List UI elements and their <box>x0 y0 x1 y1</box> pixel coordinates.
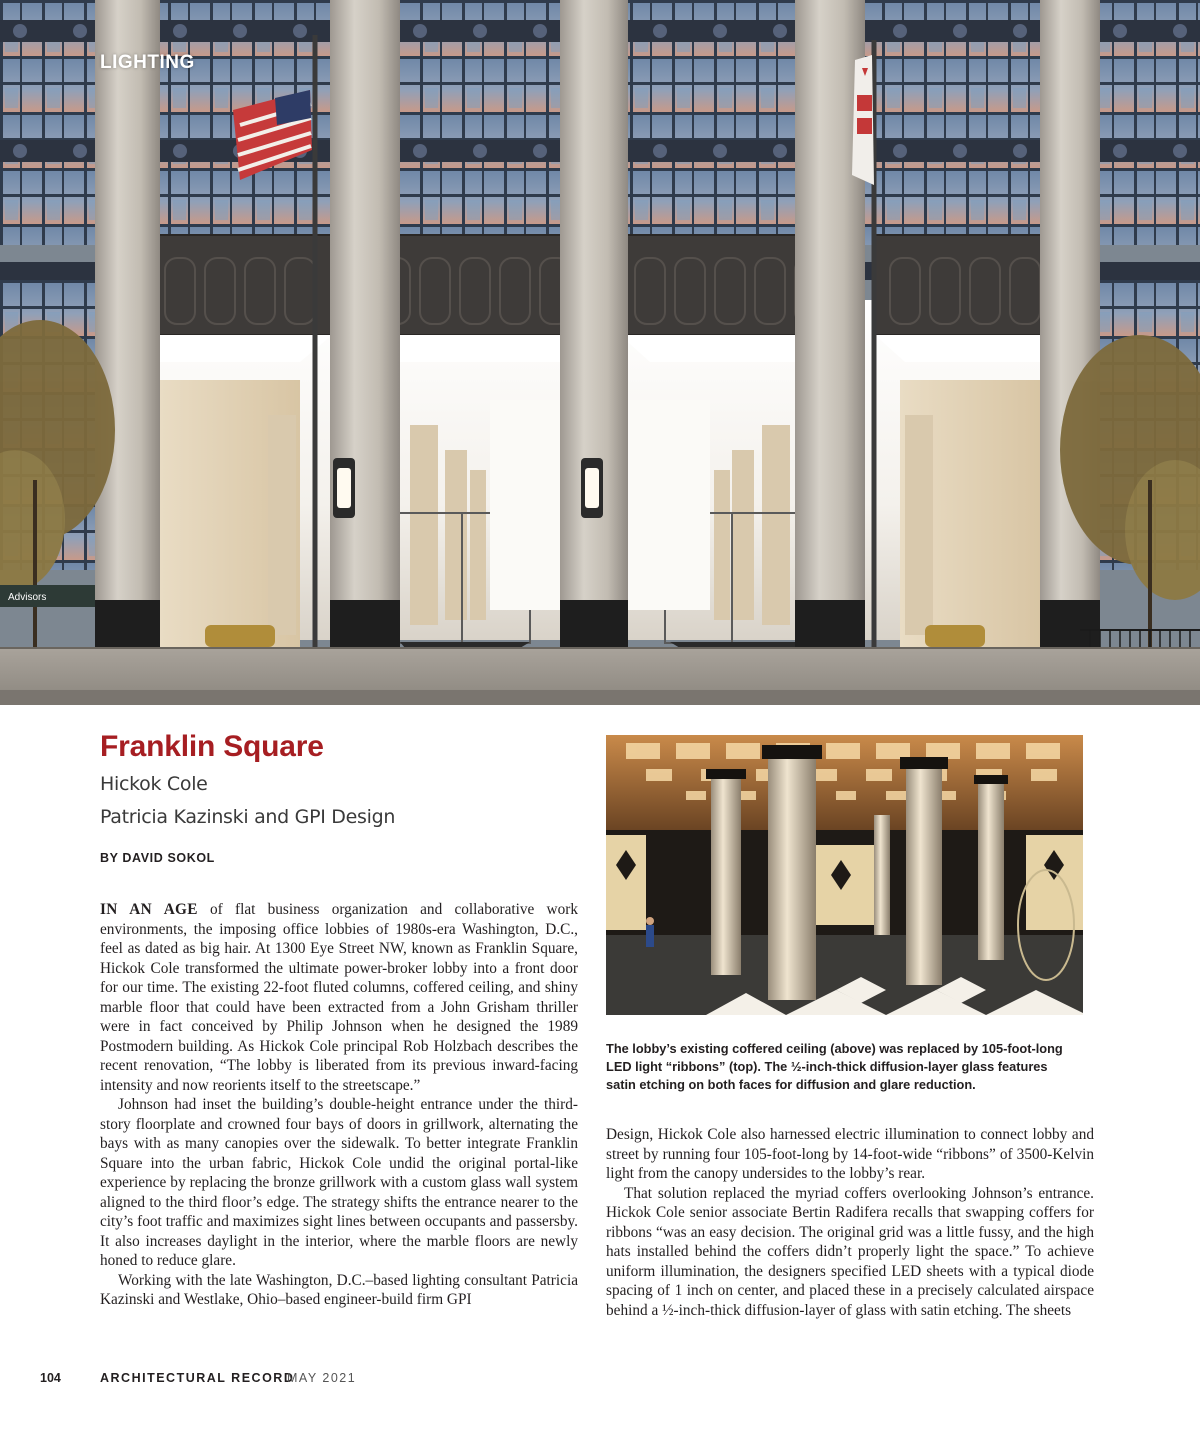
section-label: LIGHTING <box>100 52 195 73</box>
body-paragraph <box>100 900 578 1095</box>
lobby-interior-photo <box>606 735 1083 1015</box>
body-paragraph: Working with the late Washington, D.C.–based lighting consultant Patricia Kazinski and Westlake, Ohio–based engineer-build firm GPI <box>100 1271 578 1308</box>
body-column-right <box>606 1125 1094 1320</box>
hero-photo <box>0 0 1200 705</box>
storefront-sign: Advisors <box>8 592 47 603</box>
lead-in: IN AN AGE <box>100 901 198 918</box>
article-subtitle-lighting-team: Patricia Kazinski and GPI Design <box>100 806 396 828</box>
article-title: Franklin Square <box>100 730 324 763</box>
article-subtitle-architect: Hickok Cole <box>100 773 208 795</box>
body-paragraph: That solution replaced the myriad coffers overlooking Johnson’s entrance. Hickok Cole senior associate Bertin Radifera recalls that swapping coffers for ribbons “was an easy decision. The original grid was a little fussy, and the high hats installed behind the coffers didn’t properly light the space.” To achieve uniform illumination, the designers specified LED sheets with a typical diode spacing of 1 inch on center, and placed these in a precisely calculated airspace behind a ½-inch-thick diffusion-layer of glass with satin etching. The sheets <box>606 1184 1094 1319</box>
issue-date: MAY 2021 <box>287 1371 357 1385</box>
dc-flag-icon <box>852 55 874 185</box>
body-column-left <box>100 900 578 1310</box>
byline: BY DAVID SOKOL <box>100 851 215 865</box>
photo-caption: The lobby’s existing coffered ceiling (above) was replaced by 105-foot-long LED light “ribbons” (top). The ½-inch-thick diffusion-layer glass features satin etching on both faces for diffusion and glare reduction. <box>606 1041 1063 1092</box>
body-paragraph-text: of flat business organization and collaborative work environments, the imposing office lobbies of 1980s-era Washington, D.C., feel as dated as big hair. At 1300 Eye Street NW, known as Franklin Square, Hickok Cole transformed the ultimate power-broker lobby into a front door for our time. The existing 22-foot fluted columns, coffered ceiling, and shiny marble floor that could have been extracted from a John Grisham thriller were in fact conceived by Philip Johnson when he designed the 1989 Postmodern building. As Hickok Cole principal Rob Holzbach describes the recent renovation, “The lobby is liberated from its previous inward-facing intensity and now reorients itself to the streetscape.” <box>100 901 578 1094</box>
lobby-interior-illustration <box>606 735 1083 1015</box>
page-number: 104 <box>40 1371 61 1385</box>
magazine-name: ARCHITECTURAL RECORD <box>100 1371 295 1385</box>
body-paragraph: Johnson had inset the building’s double-height entrance under the third-story floorplate and crowned four bays of doors in grillwork, alternating the bays with as many canopies over the sidewalk. To better integrate Franklin Square into the urban fabric, Hickok Cole undid the original portal-like experience by replacing the bronze grillwork with a custom glass wall system aligned to the third floor’s edge. The strategy shifts the entrance nearer to the city’s foot traffic and maximizes sight lines between occupants and passersby. It also increases daylight in the interior, where the marble floors are newly honed to reduce glare. <box>100 1096 578 1269</box>
building-facade-illustration <box>0 0 1200 705</box>
body-paragraph: Design, Hickok Cole also harnessed electric illumination to connect lobby and street by running four 105-foot-long by 14-foot-wide “ribbons” of 3500-Kelvin light from the canopy undersides to the lobby’s rear. <box>606 1126 1094 1182</box>
